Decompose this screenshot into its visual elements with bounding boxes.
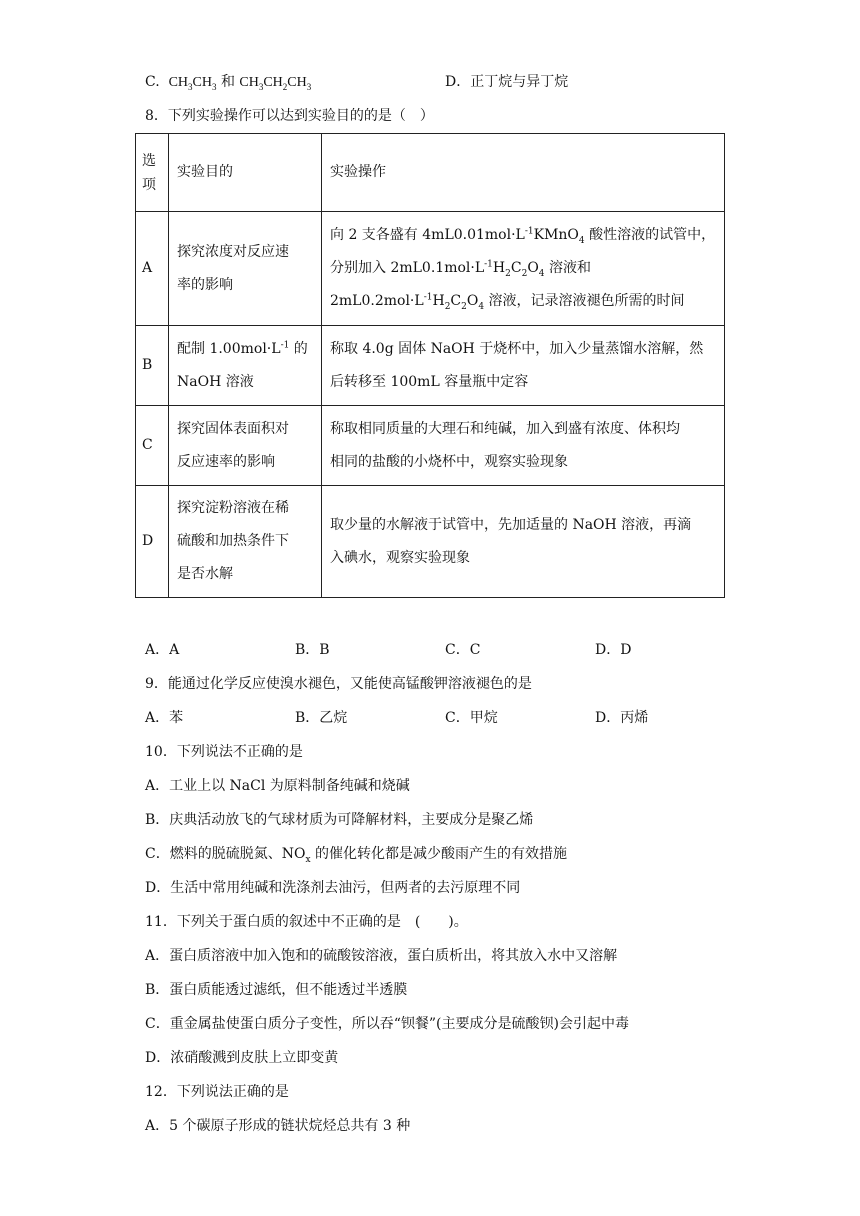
q8-option-b: B．B <box>295 642 330 658</box>
q11-option-b: B．蛋白质能透过滤纸，但不能透过半透膜 <box>145 982 408 998</box>
table-header-row <box>136 134 725 212</box>
q11-option-a: A．蛋白质溶液中加入饱和的硫酸铵溶液，蛋白质析出，将其放入水中又溶解 <box>145 948 618 964</box>
q12-stem: 12．下列说法正确的是 <box>145 1084 289 1100</box>
row-key: B <box>136 326 169 406</box>
row-purpose: 探究浓度对反应速 率的影响 <box>169 212 322 326</box>
row-operation: 称取 4.0g 固体 NaOH 于烧杯中，加入少量蒸馏水溶解，然 后转移至 100mL 容量瓶中定容 <box>322 326 725 406</box>
q12-option-a: A．5 个碳原子形成的链状烷烃总共有 3 种 <box>145 1118 411 1134</box>
q8-option-c: C．C <box>445 642 481 658</box>
q10-stem: 10．下列说法不正确的是 <box>145 744 303 760</box>
q8-experiment-table <box>135 133 725 598</box>
q9-option-b: B．乙烷 <box>295 710 348 726</box>
row-purpose: 配制 $1.00mol\cdot L^{-1}$ 的 NaOH 溶液 <box>169 326 322 406</box>
q10-option-a: A．工业上以 NaCl 为原料制备纯碱和烧碱 <box>145 778 410 794</box>
header-purpose: 实验目的 <box>169 134 322 212</box>
row-purpose: 探究淀粉溶液在稀 硫酸和加热条件下 是否水解 <box>169 486 322 598</box>
row-key: A <box>136 212 169 326</box>
q7-option-d: D．正丁烷与异丁烷 <box>445 74 569 90</box>
row-key: C <box>136 406 169 486</box>
q10-option-b: B．庆典活动放飞的气球材质为可降解材料，主要成分是聚乙烯 <box>145 812 534 828</box>
table-row-b <box>136 326 725 406</box>
q8-option-d: D．D <box>595 642 632 658</box>
q8-stem: 8．下列实验操作可以达到实验目的的是（ ） <box>145 108 434 124</box>
header-option: 选 项 <box>136 134 169 212</box>
q11-option-d: D．浓硝酸溅到皮肤上立即变黄 <box>145 1050 339 1066</box>
q10-option-c: C．燃料的脱硫脱氮、$NO_x$ 的催化转化都是减少酸雨产生的有效措施 <box>145 846 567 865</box>
formula-ethane: $CH_3CH_3$ <box>168 75 217 92</box>
header-operation: 实验操作 <box>322 134 725 212</box>
table-row-d <box>136 486 725 598</box>
q10-option-d: D．生活中常用纯碱和洗涤剂去油污，但两者的去污原理不同 <box>145 880 521 896</box>
row-operation: 称取相同质量的大理石和纯碱，加入到盛有浓度、体积均 相同的盐酸的小烧杯中，观察实验现象 <box>322 406 725 486</box>
q7-option-c: C. $CH_3CH_3$ 和 $CH_3CH_2CH_3$ <box>145 74 312 92</box>
table-row-a <box>136 212 725 326</box>
row-key: D <box>136 486 169 598</box>
q8-option-a: A．A <box>145 642 180 658</box>
q9-option-a: A．苯 <box>145 710 184 726</box>
table-row-c <box>136 406 725 486</box>
q11-stem: 11．下列关于蛋白质的叙述中不正确的是 ( )。 <box>145 914 468 930</box>
formula-propane: $CH_3CH_2CH_3$ <box>239 75 312 92</box>
q9-stem: 9．能通过化学反应使溴水褪色，又能使高锰酸钾溶液褪色的是 <box>145 676 532 692</box>
row-operation: 取少量的水解液于试管中，先加适量的 NaOH 溶液，再滴 入碘水，观察实验现象 <box>322 486 725 598</box>
row-purpose: 探究固体表面积对 反应速率的影响 <box>169 406 322 486</box>
q11-option-c: C．重金属盐使蛋白质分子变性，所以吞“钡餐”(主要成分是硫酸钡)会引起中毒 <box>145 1016 629 1032</box>
row-operation: 向 2 支各盛有 $4mL0.01mol\cdot L^{-1}KMnO_4$ 酸性溶液的试管中， 分别加入 $2mL0.1mol\cdot L^{-1}H_2C_2O_4$ 溶液和 $2mL0.2mol\cdot L^{-1}H_2C_2O_4$ 溶液，记录溶液褪色所需的时间 <box>322 212 725 326</box>
q9-option-d: D．丙烯 <box>595 710 649 726</box>
q9-option-c: C．甲烷 <box>445 710 498 726</box>
